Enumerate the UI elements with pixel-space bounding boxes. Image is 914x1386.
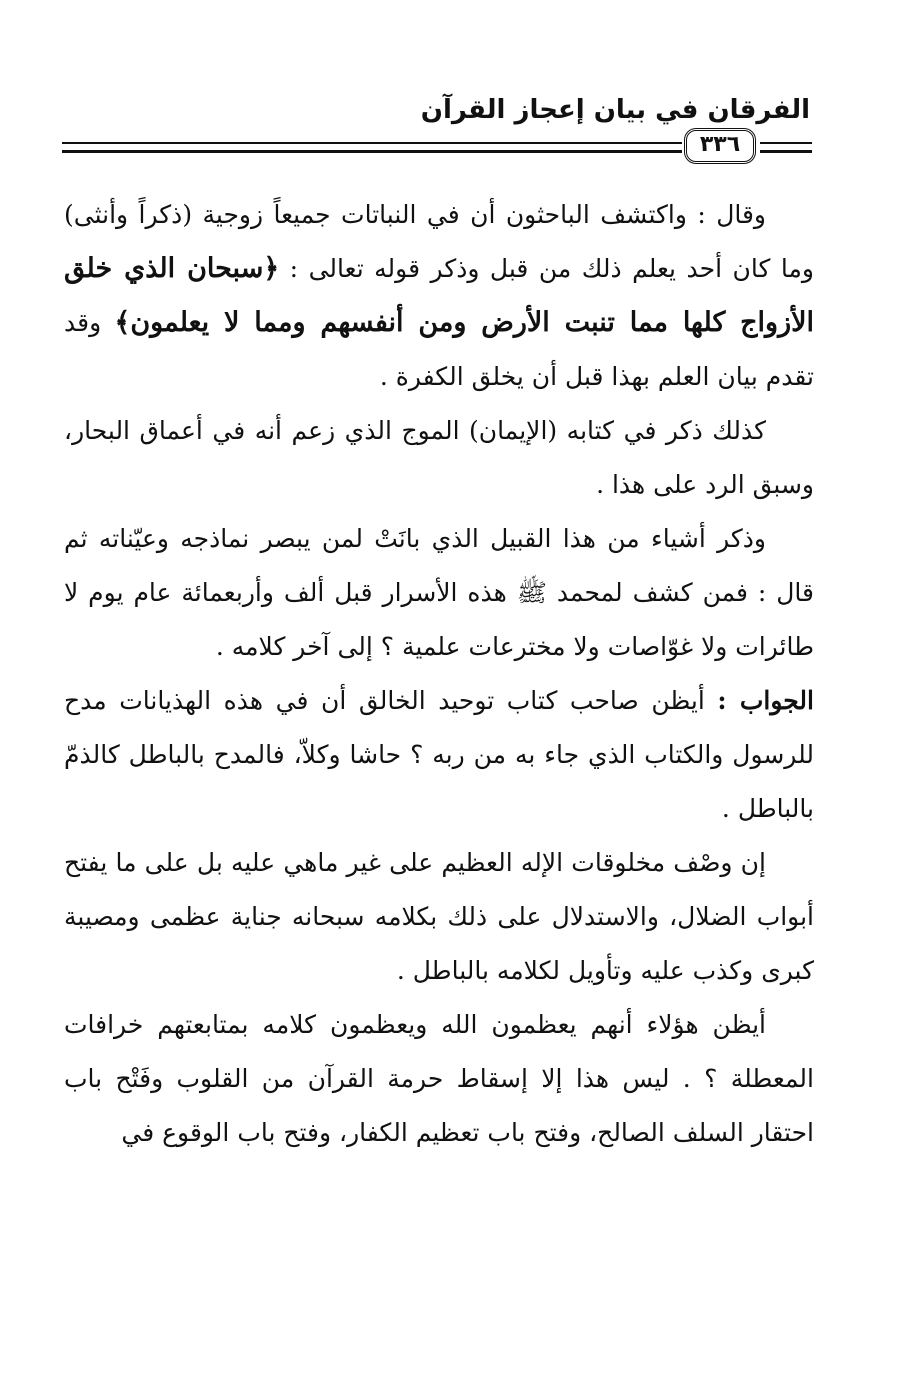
header-rule — [62, 150, 682, 153]
paragraph: كذلك ذكر في كتابه (الإيمان) الموج الذي زعم أنه في أعماق البحار، وسبق الرد على هذا . — [64, 416, 814, 499]
header-rule — [760, 142, 812, 144]
answer-label: الجواب : — [717, 686, 814, 715]
paragraph: وذكر أشياء من هذا القبيل الذي بانَتْ لمن يبصر نماذجه وعيّناته ثم قال : فمن كشف لمحمد ﷺ هذه الأسرار قبل ألف وأربعمائة عام يوم لا طائرات ولا غوّاصات ولا مخترعات علمية ؟ إلى آخر كلامه . — [64, 524, 814, 661]
paragraph-text: أيظن صاحب كتاب توحيد الخالق أن في هذه الهذيانات مدح للرسول والكتاب الذي جاء به من ربه ؟ حاشا وكلاّ، فالمدح بالباطل كالذمّ بالباطل . — [64, 686, 814, 823]
paragraph-text: وقد تقدم بيان العلم بهذا قبل أن يخلق الكفرة . — [64, 308, 814, 391]
body-text — [64, 188, 814, 1160]
paragraph — [64, 188, 814, 404]
header-rule — [62, 142, 682, 144]
quran-verse: ﴿سبحان الذي خلق الأزواج كلها مما تنبت الأرض ومن أنفسهم ومما لا يعلمون﴾ — [64, 253, 815, 338]
header-rule — [760, 150, 812, 153]
running-header-title: الفرقان في بيان إعجاز القرآن — [420, 95, 810, 125]
paragraph — [64, 674, 814, 836]
page-number: ٣٣٦ — [684, 128, 756, 164]
paragraph: أيظن هؤلاء أنهم يعظمون الله ويعظمون كلامه بمتابعتهم خرافات المعطلة ؟ . ليس هذا إلا إسقاط حرمة القرآن من القلوب وفَتْح باب احتقار السلف الصالح، وفتح باب تعظيم الكفار، وفتح باب الوقوع في — [64, 1010, 814, 1147]
paragraph-text: وقال : واكتشف الباحثون أن في النباتات جميعاً زوجية (ذكراً وأنثى) وما كان أحد يعلم ذلك من قبل وذكر قوله تعالى : — [64, 200, 814, 283]
paragraph: إن وصْف مخلوقات الإله العظيم على غير ماهي عليه بل على ما يفتح أبواب الضلال، والاستدلال على ذلك بكلامه سبحانه جناية عظمى ومصيبة كبرى وكذب عليه وتأويل لكلامه بالباطل . — [64, 848, 814, 985]
